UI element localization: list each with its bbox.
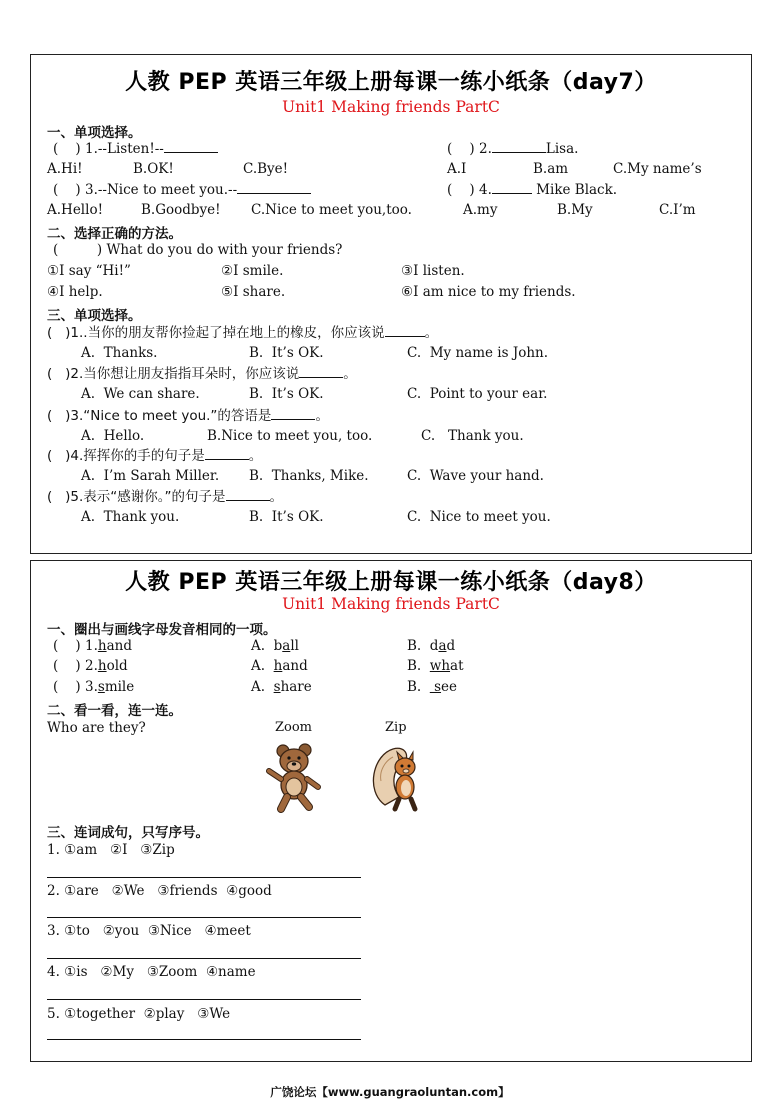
day7-s3-option-b: B.Nice to meet you, too.	[207, 428, 373, 444]
bear-zoom-picture[interactable]	[263, 741, 325, 813]
day8-p2-option-b: B. what	[407, 658, 464, 674]
day7-s3-option-a: A. Hello.	[81, 428, 145, 444]
day7-s5-option-c: C. Nice to meet you.	[407, 509, 551, 525]
day7-q1-option-a: A.Hi!	[47, 161, 83, 177]
day7-s1-option-c: C. My name is John.	[407, 345, 549, 361]
day8-name-zip[interactable]: Zip	[385, 720, 407, 735]
day7-q3: ( ) 3.--Nice to meet you.--	[53, 181, 311, 198]
day7-s4-option-a: A. I’m Sarah Miller.	[81, 468, 220, 484]
day8-section-2-heading: 二、看一看，连一连。	[47, 703, 182, 719]
day7-method-6: ⑥I am nice to my friends.	[401, 284, 576, 300]
day8-words-2: 2. ①are ②We ③friends ④good	[47, 883, 272, 899]
day8-subtitle: Unit1 Making friends PartC	[282, 595, 500, 613]
day8-who-question: Who are they?	[47, 720, 146, 736]
answer-blank[interactable]	[226, 488, 270, 501]
day7-s2: ( )2.当你想让朋友指指耳朵时，你应该说 。	[47, 366, 357, 382]
day7-s4-option-c: C. Wave your hand.	[407, 468, 544, 484]
day8-p2-option-a: A. hand	[251, 658, 308, 674]
answer-line[interactable]	[47, 917, 361, 918]
day7-method-2: ②I smile.	[221, 263, 284, 279]
day8-p1-option-b: B. dad	[407, 638, 456, 654]
answer-blank[interactable]	[205, 447, 249, 460]
day7-s5: ( )5.表示“感谢你。”的句子是 。	[47, 489, 284, 505]
day7-s1-option-b: B. It’s OK.	[249, 345, 324, 361]
day7-title: 人教 PEP 英语三年级上册每课一练小纸条（day7）	[125, 70, 657, 95]
day8-words-4: 4. ①is ②My ③Zoom ④name	[47, 964, 256, 980]
day7-s3-option-c: C. Thank you.	[421, 428, 524, 444]
day7-q2-option-c: C.My name’s	[613, 161, 702, 177]
day7-q1-option-b: B.OK!	[133, 161, 174, 177]
answer-blank[interactable]	[385, 324, 425, 337]
day7-q2-option-a: A.I	[447, 161, 467, 177]
worksheet-day8	[30, 560, 752, 1062]
day7-s2-option-c: C. Point to your ear.	[407, 386, 548, 402]
day8-p3: ( ) 3.smile	[53, 679, 135, 695]
day7-q3-option-a: A.Hello!	[47, 202, 103, 218]
day7-section-3-heading: 三、单项选择。	[47, 308, 142, 324]
day7-s1-option-a: A. Thanks.	[81, 345, 158, 361]
day7-q4-option-a: A.my	[463, 202, 498, 218]
day7-s5-option-b: B. It’s OK.	[249, 509, 324, 525]
day7-q4: ( ) 4. Mike Black.	[447, 182, 618, 198]
day8-p1-option-a: A. ball	[251, 638, 299, 654]
day7-s2-option-b: B. It’s OK.	[249, 386, 324, 402]
answer-line[interactable]	[47, 999, 361, 1000]
answer-blank[interactable]	[164, 140, 218, 153]
worksheet-day7	[30, 54, 752, 554]
day7-section-1-heading: 一、单项选择。	[47, 125, 142, 141]
day7-s4: ( )4.挥挥你的手的句子是 。	[47, 448, 263, 464]
answer-blank[interactable]	[299, 365, 343, 378]
day8-p3-option-a: A. share	[251, 679, 312, 695]
day8-words-5: 5. ①together ②play ③We	[47, 1006, 231, 1022]
day7-q1-option-c: C.Bye!	[243, 161, 289, 177]
day7-q2-option-b: B.am	[533, 161, 569, 177]
day7-s4-option-b: B. Thanks, Mike.	[249, 468, 369, 484]
answer-blank[interactable]	[271, 407, 315, 420]
day7-s2-option-a: A. We can share.	[81, 386, 200, 402]
day7-section-2-heading: 二、选择正确的方法。	[47, 226, 182, 242]
day8-p3-option-b: B. see	[407, 679, 458, 695]
footer-source: 广饶论坛【www.guangraoluntan.com】	[270, 1085, 510, 1099]
answer-blank[interactable]	[237, 181, 311, 194]
day7-q3-option-b: B.Goodbye!	[141, 202, 221, 218]
day7-subtitle: Unit1 Making friends PartC	[282, 98, 500, 116]
day7-method-1: ①I say “Hi!”	[47, 263, 131, 279]
day7-method-5: ⑤I share.	[221, 284, 286, 300]
day7-q5: ( ) What do you do with your friends?	[53, 242, 343, 258]
squirrel-zip-picture[interactable]	[371, 741, 427, 813]
day7-method-4: ④I help.	[47, 284, 103, 300]
day7-q4-option-c: C.I’m	[659, 202, 696, 218]
day7-q4-option-b: B.My	[557, 202, 593, 218]
day7-s1: ( )1..当你的朋友帮你捡起了掉在地上的橡皮，你应该说 。	[47, 325, 439, 341]
day7-q3-option-c: C.Nice to meet you,too.	[251, 202, 412, 218]
day8-title: 人教 PEP 英语三年级上册每课一练小纸条（day8）	[125, 570, 657, 595]
answer-line[interactable]	[47, 877, 361, 878]
day8-section-3-heading: 三、连词成句，只写序号。	[47, 825, 209, 841]
answer-line[interactable]	[47, 958, 361, 959]
day8-p2: ( ) 2.hold	[53, 658, 128, 674]
answer-blank[interactable]	[492, 181, 532, 194]
day7-s3: ( )3.“Nice to meet you.”的答语是 。	[47, 408, 329, 424]
day8-words-3: 3. ①to ②you ③Nice ④meet	[47, 923, 251, 939]
answer-blank[interactable]	[492, 140, 546, 153]
day7-q2: ( ) 2. Lisa.	[447, 141, 579, 157]
answer-line[interactable]	[47, 1039, 361, 1040]
day8-words-1: 1. ①am ②I ③Zip	[47, 842, 175, 858]
day8-section-1-heading: 一、圈出与画线字母发音相同的一项。	[47, 622, 277, 638]
day7-method-3: ③I listen.	[401, 263, 465, 279]
day7-q1: ( ) 1.--Listen!--	[53, 140, 218, 157]
day8-name-zoom[interactable]: Zoom	[275, 720, 313, 735]
day8-p1: ( ) 1.hand	[53, 638, 132, 654]
day7-s5-option-a: A. Thank you.	[81, 509, 180, 525]
